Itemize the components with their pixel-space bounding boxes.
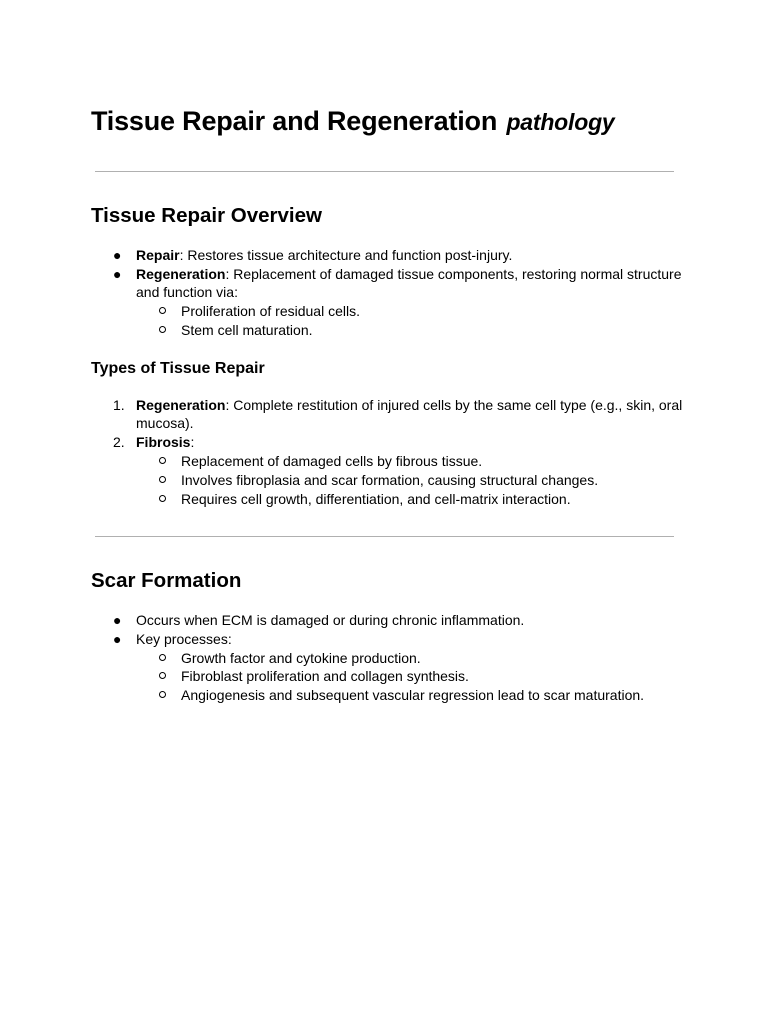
sub-list-item: Proliferation of residual cells. (181, 303, 360, 319)
section-heading-scar: Scar Formation (91, 569, 242, 592)
list-item-repair (136, 246, 512, 264)
list-item: Occurs when ECM is damaged or during chronic inflammation. (136, 612, 525, 628)
list-item-continuation: mucosa). (136, 415, 194, 431)
section-heading-overview: Tissue Repair Overview (91, 204, 322, 227)
term-repair: Repair (136, 247, 180, 263)
sub-list-item: Growth factor and cytokine production. (181, 650, 421, 666)
title-subtitle: pathology (506, 109, 615, 135)
term-regeneration: Regeneration (136, 266, 226, 282)
sub-list-item: Fibroblast proliferation and collagen synthesis. (181, 668, 469, 684)
list-item: Key processes: (136, 631, 232, 647)
bullet-marker: ● (113, 631, 122, 647)
bullet-marker: ● (113, 247, 122, 263)
circle-bullet-icon (159, 476, 166, 483)
sub-list-item: Involves fibroplasia and scar formation, causing structural changes. (181, 472, 599, 488)
item-text: : (190, 434, 195, 450)
term-regeneration: Regeneration (136, 397, 226, 413)
term-fibrosis: Fibrosis (136, 434, 191, 450)
list-item-continuation: and function via: (136, 284, 238, 300)
circle-bullet-icon (159, 654, 166, 661)
circle-bullet-icon (159, 326, 166, 333)
bullet-marker: ● (113, 266, 122, 282)
list-number: 1. (113, 397, 125, 413)
circle-bullet-icon (159, 672, 166, 679)
circle-bullet-icon (159, 495, 166, 502)
list-item-fibrosis (136, 433, 194, 451)
item-text: : Complete restitution of injured cells by the same cell type (e.g., skin, oral (225, 397, 683, 413)
list-item-regeneration-type (136, 396, 682, 414)
list-number: 2. (113, 434, 125, 450)
page-title (91, 106, 615, 137)
bullet-marker: ● (113, 612, 122, 628)
divider-top (95, 171, 674, 172)
sub-list-item: Replacement of damaged cells by fibrous tissue. (181, 453, 483, 469)
title-main: Tissue Repair and Regeneration (91, 106, 498, 136)
circle-bullet-icon (159, 307, 166, 314)
list-item-regeneration (136, 265, 681, 283)
section-heading-types: Types of Tissue Repair (91, 360, 265, 377)
sub-list-item: Stem cell maturation. (181, 322, 313, 338)
sub-list-item: Requires cell growth, differentiation, and cell-matrix interaction. (181, 491, 571, 507)
item-text: : Restores tissue architecture and function post-injury. (179, 247, 513, 263)
circle-bullet-icon (159, 457, 166, 464)
circle-bullet-icon (159, 691, 166, 698)
item-text: : Replacement of damaged tissue components, restoring normal structure (225, 266, 682, 282)
sub-list-item: Angiogenesis and subsequent vascular regression lead to scar maturation. (181, 687, 645, 703)
divider-middle (95, 536, 674, 537)
